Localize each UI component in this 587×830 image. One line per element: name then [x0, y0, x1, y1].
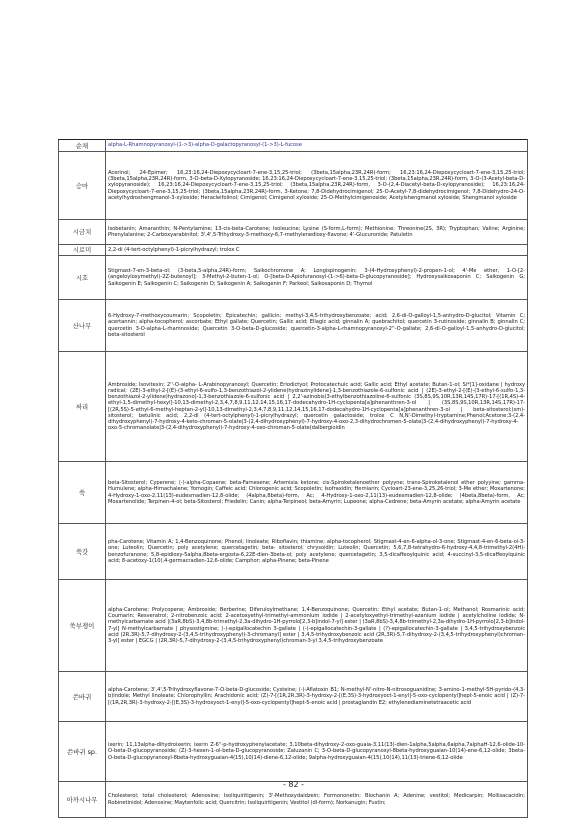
plant-name-cell: 쑥 [59, 462, 106, 524]
plant-name-cell: 쑥갓 [59, 524, 106, 580]
table-row [59, 722, 528, 782]
table-row [59, 245, 528, 256]
table-body [59, 140, 528, 818]
compound-list-cell: Acerinol; 24-Epimer; 16,23:16,24-Diepoxycycloart-7-ene-3,15,25-triol; (3beta,15alpha,23R,24R)-form; 16,23:16,24-Diepoxycycloart-7-ene-3,15,25-triol; (3beta,15alpha,23R,24R)-form, 3-O-beta-D-Xylopyranoside; 16,23:16,24-Diepoxycycloart-7-ene-3,15,25-triol; (3beta,15alpha,23R,24R)-form, 3-O-(3-Acetyl-beta-D-xylopyranoside); 16,23:16,24-Diepoxycycloart-7-ene-3,15,25-triol; (3beta,15alpha,23R,24R)-form, 3-O-(2,4-Diacetyl-beta-D-xylopyranoside); 16,23:16,24-Diepoxycycloart-7-ene-3,15,25-triol; (3beta,15alpha,23R,24R)-form, 3-Ketone; 7,8-Didehydrocimigenol; 25-O-Acetyl-7,8-didehydrocimigenol; 7,8-Didehydro-24-O-acetylhydroshengmanol-3-xyloside; Heracleifolinol; Cimigenol; Cimigenol xyloside; 25-O-Methylcimigenoside; Acetylshengmanol xyloside; Shengmanol xyloside [106, 152, 528, 220]
page-number: - 82 - [282, 780, 305, 789]
compound-table [58, 139, 528, 818]
compound-list-cell: alpha-Carotene; 3',4',5-Trihydroxyflavone-7-O-beta-D-glucoside; Cysteine; (-)-Aflatoxin B1; N-methyl-N'-nitro-N-nitrosoguanidine; 3-amino-1-methyl-5H-pyrido-(4,3-b)indole; Methyl linoleate; Chlorophyllin; Arachidonic acid; (Z)-7-[(1R,2R,3R)-3-hydroxy-2-[(E,3S)-3-hydroxyoct-1-enyl]-5-oxo-cyclopentyl]hept-5-enoic acid | (Z)-7-[(1R,2R,3R)-3-hydroxy-2-[(E,3S)-3-hydroxyoct-1-enyl]-5-oxo-cyclopentyl]hept-5-enoic acid | prostaglandin E2; ethylenediaminetetraacetic acid [106, 672, 528, 722]
table-row [59, 524, 528, 580]
plant-name-cell: 아까시나무 [59, 782, 106, 818]
table-row [59, 580, 528, 672]
table-row [59, 140, 528, 152]
table-row [59, 300, 528, 352]
plant-name-cell: 쓴바귀 sp. [59, 722, 106, 782]
compound-list-cell: Ambroside; Isovitexin; 2''-O-alpha- L-Arabinopyranosyl; Quercetin; Eriodictyol; Protocatechuic acid; Gallic acid; Ethyl acetate; Butan-1-ol; Si*[1]-oxidane | hydroxy radical; (2E)-3-ethyl-2-[(E)-(3-ethyl-6-sulfo-1,3-benzothiazol-2-ylidene)hydrazinylidene]-1,3-benzothiazole-6-sulfonic acid | (2E)-3-ethyl-2-[(E)-(3-ethyl-6-sulfo-1,3-benzothiazol-2-ylidene)hydrazono]-1,3-benzothiazole-6-sulfonic acid | 2,2'-azinobis(3-ethylbenzothiazoline-6-sulfonic (3S,8S,9S,10R,13R,14S,17R)-17-[(1R,4S)-4-ethyl-1,5-dimethyl-hexyl]-10,13-dimethyl-2,3,4,7,8,9,11,12,14,15,16,17-dodecahydro-1H-cyclopenta[a]phenanthren-3-ol | (3S,8S,9S,10R,13R,14S,17R)-17-[(2R,5S)-5-ethyl-6-methyl-heptan-2-yl]-10,13-dimethyl-2,3,4,7,8,9,11,12,14,15,16,17-dodecahydro-1H-cyclopenta[a]phenanthren-3-ol | beta-sitosterol;(sm)-sitosterol; betulinic acid; 2,2-di (4-tert-octylphenyl)-1-picrylhydrazyl; quercetin galactoside; trolox C N,N'-Dimethyl-tryptamine;Phenol;Acetone;3-(2,4-dihydroxyphenyl)-7-hydroxy-4-keto-chroman-5-olate|3-(2,4-dihydroxyphenyl)-7-hydroxy-4-oxo-2,3-dihydrochromen-5-olate|3-(2,4-dihydroxyphenyl)-7-hydroxy-4-oxo-5-chromanolate|3-(2,4-dihydroxyphenyl)-7-hydroxy-4-oxo-chroman-5-olate(dalbergioidin [106, 352, 528, 462]
plant-name-cell: 순채 [59, 140, 106, 152]
compound-list-cell: pha-Carotene; Vitamin A; 1,4-Benzoquinone; Phenol; linoleate; Riboflavin; thiamine; alpha-tocopherol; Stigmast-4-en-6-alpha-ol-3-one; Stigmast-4-en-6-beta-ol-3-one; Luteolin; Quercetin; poly acetylene; quercetagetin; beta- sitosterol; chrysoidin; Luteolin; Quercetin; 5,6,7,8-tetrahydro-6-hydroxy-4,4,8-trimethyl-2(4H)-benzofuranone; 5,8-epidioxy-5alpha,8beta-ergosta-6,22E-dien-3beta-ol; poly acetylene; quercetagetin; 3,5-dicaffeoylquinic acid; 4-succinyl-3,5-dicaffeoylquinic acid; 8-acetoxy-1(10),4-germacradien-12,6-olide; Camphor; alpha-Pinene; beta-Pinene [106, 524, 528, 580]
compound-list-cell: 6-Hydroxy-7-methoxycoumarin; Scopoletin; Epicatechin; gallicin; methyl-3,4,5-trihydroxybenzoate; acid; 2,6-di-O-galloyl-1,5-anhydro-D-glucitol; Vitamin C; acertannin; alpha-tocopherol; ascorbate; Ethyl gallate; Quercetin; Gallic acid; Ellagic acid; ginnalin A; quebrachitol; quercetin 3-rutinoside; ginnalin B; ginnalin C; quercetin 3-O-alpha-L-rhamnoside; Quercetin 3-O-beta-D-glucoside; quercetin-3-alpha-L-rhamnopyranosyl-2''-O-gallate; 2,6-di-O-galloyl-1,5-anhydro-D-glucitol; beta-sitosterol [106, 300, 528, 352]
plant-name-cell: 시금치 [59, 220, 106, 245]
document-page [58, 139, 528, 818]
plant-name-cell: 쑥부쟁이 [59, 580, 106, 672]
table-row [59, 672, 528, 722]
compound-list-cell: 2,2-di (4-tert-octylphenyl)-1-picrylhydrazyl; trolox C [106, 245, 528, 256]
plant-name-cell: 승마 [59, 152, 106, 220]
compound-list-cell: Cholesterol; total cholesterol; Adenosine; Isoliquiritigenin; 3'-Methoxydaidzein; Formononetin; Biochanin A; Adenine; vestitol; Medicarpin; Mollisacacidin; Robinetinidol; Adenosine; Maytenfolic acid; Quercitrin; Isoliquiritigenin; Vestitol (dl-form); Norkanugin; Fustin; [106, 782, 528, 818]
compound-list-cell: ixerin; 11,13alpha-dihydroixerin; ixerin Z-6''-p-hydroxyphenylacetate; 3,10beta-dihydroxy-2-oxo-guaia-3,11(13)-dien-1alpha,5alpha,6alpha,7alphaH-12,6-olide-10-O-beta-D-glucopyranoside; (Z)-3-hexen-1-ol-beta-D-glucopyranoside; Zaluzanin C; 3-O-beta-D-glucopyranosyl-8beta-hydroxyguaian-10(14)-ene-6,12-olide; 3beta-O-beta-D-glucopyranosyl-8beta-hydroxyguaian-4(15),10(14)-diene-6,12-olide; 9alpha-hydroxyguaian-4(15),10(14),11(13)-triene-6,12-olide [106, 722, 528, 782]
compound-list-cell: beta-Sitosterol; Cyperene; (-)-alpha-Copaene; beta-Farnesene; Artemisia ketone; cis-Spiroketalenoether polyyne; trans-Spiroketalenol ether polyyine; gamma-Humulene; alpha-Himachalene; Yomogin; Caffeic acid; Chlorogenic acid; Scopoletin; Isofraxidin; Herniarin; Cycloart-23-ene-3,25,26-triol; 3-Me ether; Moxartenone; 4-Hydroxy-1-oxo-2,11(13)-eudesmadien-12,8-olide; (4alpha,8beta)-form, Ac; 4-Hydroxy-1-oxo-2,11(13)-eudesmadien-12,8-olide; (4beta,8beta)-form, Ac; Moxartenolide; Terpinen-4-ol; beta-Sitosterol; Friedelin; Canin; alpha-Terpineol; beta-Amyrin; Lupeone; alpha-Cedrene; beta-Amyrin acetate; alpha-Amyrin acetate [106, 462, 528, 524]
table-row [59, 220, 528, 245]
plant-name-cell: 쓴바귀 [59, 672, 106, 722]
plant-name-cell: 시로미 [59, 245, 106, 256]
table-row [59, 256, 528, 300]
table-row [59, 462, 528, 524]
compound-list-cell: alpha-Carotene; Prolycopene; Ambroside; Berberine; Diferuloylmethane; 1,4-Benzoquinone; Quercetin; Ethyl acetate; Butan-1-ol; Methanol; Rosmarinic acid; Coumarin; Resveratrol; 2-nitrobenzoic acid; 2-acetoxyethyl-trimethyl-ammonium iodide | 2-acetyloxyethyl-trimethyl-azanium iodide | acetylcholine iodide; N-methylcarbamate acid |(3aR,8bS)-3,4,8b-trimethyl-2,3a-dihydro-1H-pyrrolo[2,3-b]indol-7-yl] ester | (3aR,8bS)-3,4,8b-trimethyl-2,3a-dihydro-1H-pyrrolo[2,3-b]indol-7-yl] N-methylcarbamate | physostigmine; (-)-epigallocatechin 3-gallate | (-)-epigallocatechin-3-gallate | (?)-epigallocatechin-3-gallate | 3,4,5-trihydroxybenzoic acid (2R,3R)-5,7-dihydroxy-2-(3,4,5-trihydroxyphenyl)-3-chromanyl] ester | 3,4,5-trihydroxybenzoic acid (2R,3R)-5,7-dihydroxy-2-(3,4,5-trihydroxyphenyl)chroman-3-yl] ester | EGCG | (2R,3R)-5,7-dihydroxy-2-(3,4,5-trihydroxyphenyl)chroman-3-yl 3,4,5-trihydroxybenzoate [106, 580, 528, 672]
compound-list-cell: alpha-L-Rhamnopyranosyl-(1->3)-alpha-D-galactopyranosyl-(1->3)-L-fucose [106, 140, 528, 152]
compound-list-cell: Isobetanin; Amaranthin; N-Pentylamine; 13-cis-beta-Carotene; Isoleucine; Lysine (S-form,L-form); Methionine; Threonine(2S, 3R); Tryptophan; Valine; Arginine; Phenylalanine; 2-Carboxyarabinitol; 3',4',5-Trihydroxy-3-methoxy-6,7-methylenedioxy-flavone; 4'-Glucuronide; Patuletin [106, 220, 528, 245]
plant-name-cell: 싸리 [59, 352, 106, 462]
compound-list-cell: Stigmast-7-en-3-beta-ol; (3-beta,5-alpha,24R)-form; Saikochromone A; Longispinogenin; 3-(4-Hydroxyphenyl)-2-propen-1-ol; 4'-Me ether, 1-O-[2-(angeloyloxymethyl)-2Z-butenoyl]; 3-Methyl-2-buten-1-ol; O-[beta-D-Apiofuranosyl-(1->6)-beta-D-glucopyranoside]; Hydroxysaikosaponin C; Saikogenin G; Saikogenin E; Saikogenin C; Saikogenin D; Saikogenin A; Saikogenin F; Parkeol; Saikosaponin D; Thymol [106, 256, 528, 300]
plant-name-cell: 산나무 [59, 300, 106, 352]
plant-name-cell: 시호 [59, 256, 106, 300]
table-row [59, 352, 528, 462]
table-row [59, 152, 528, 220]
